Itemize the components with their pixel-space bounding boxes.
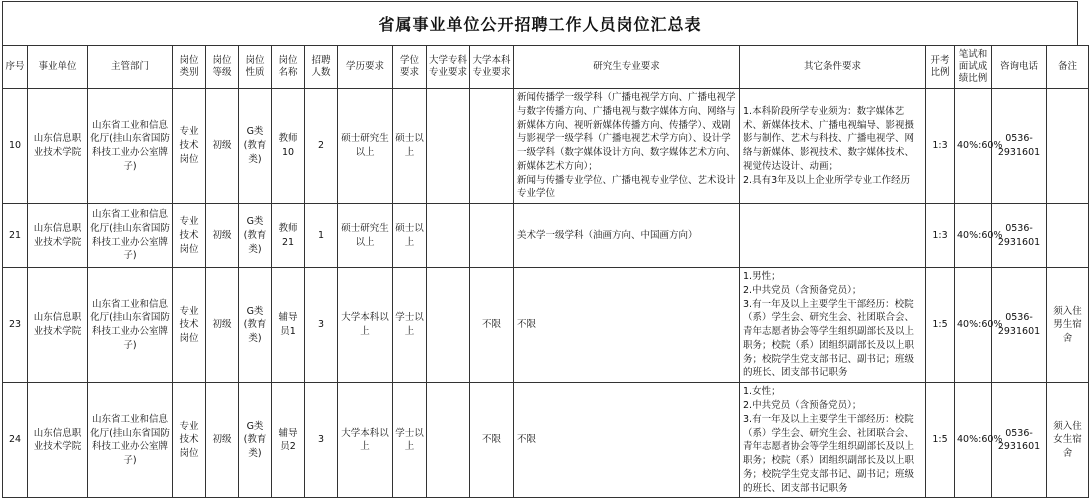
cell-college-major <box>427 383 470 498</box>
col-header-post-name: 岗位 名称 <box>272 46 305 89</box>
cell-phone: 0536-2931601 <box>992 204 1047 268</box>
table-row <box>3 383 1089 498</box>
cell-unit: 山东信息职业技术学院 <box>28 383 88 498</box>
table-row <box>3 204 1089 268</box>
cell-degree: 硕士以上 <box>393 89 427 204</box>
cell-grad-major: 不限 <box>514 268 740 383</box>
cell-degree: 硕士以上 <box>393 204 427 268</box>
cell-post-level: 初级 <box>206 204 239 268</box>
cell-unit: 山东信息职业技术学院 <box>28 268 88 383</box>
col-header-post-category: 岗位 类别 <box>173 46 206 89</box>
cell-college-major <box>427 268 470 383</box>
page-title: 省属事业单位公开招聘工作人员岗位汇总表 <box>378 15 702 34</box>
cell-post-level: 初级 <box>206 268 239 383</box>
cell-ratio: 1:5 <box>926 268 955 383</box>
cell-grad-major: 新闻传播学一级学科（广播电视学方向、广播电视学与数字传播方向、广播电视与数字媒体方向、网络与新媒体方向、视听新媒体传播方向、传播学）、戏剧与影视学一级学科（广播电视艺术学方向）、设计学一级学科（数字媒体设计方向、数字媒体艺术方向、新媒体艺术方向）； 新闻与传播专业学位、广播电视专业学位、艺术设计专业学位 <box>514 89 740 204</box>
cell-college-major <box>427 204 470 268</box>
cell-ratio: 1:3 <box>926 89 955 204</box>
cell-note <box>1047 89 1089 204</box>
col-header-note: 备注 <box>1047 46 1089 89</box>
cell-count: 3 <box>305 268 338 383</box>
cell-count: 3 <box>305 383 338 498</box>
cell-post-category: 专业技术岗位 <box>173 383 206 498</box>
cell-post-nature: G类(教育类) <box>239 383 272 498</box>
cell-dept: 山东省工业和信息化厅(挂山东省国防科技工业办公室牌子) <box>88 383 173 498</box>
cell-ratio: 1:3 <box>926 204 955 268</box>
cell-other: 1.本科阶段所学专业须为：数字媒体艺术、新媒体技术、广播电视编导、影视摄影与制作、艺术与科技、广播电视学、网络与新媒体、影视技术、数字媒体技术、视觉传达设计、动画； 2.具有3年及以上企业所学专业工作经历 <box>740 89 926 204</box>
col-header-edu: 学历要求 <box>338 46 393 89</box>
cell-undergrad-major: 不限 <box>470 268 514 383</box>
table-row <box>3 268 1089 383</box>
cell-note: 须入住男生宿舍 <box>1047 268 1089 383</box>
col-header-college-major: 大学专科 专业要求 <box>427 46 470 89</box>
cell-other <box>740 204 926 268</box>
cell-count: 1 <box>305 204 338 268</box>
cell-edu: 硕士研究生以上 <box>338 89 393 204</box>
cell-seq: 21 <box>3 204 28 268</box>
col-header-undergrad-major: 大学本科 专业要求 <box>470 46 514 89</box>
cell-degree: 学士以上 <box>393 383 427 498</box>
cell-edu: 硕士研究生以上 <box>338 204 393 268</box>
cell-post-nature: G类(教育类) <box>239 268 272 383</box>
cell-post-level: 初级 <box>206 89 239 204</box>
col-header-degree: 学位 要求 <box>393 46 427 89</box>
cell-post-category: 专业技术岗位 <box>173 204 206 268</box>
cell-dept: 山东省工业和信息化厅(挂山东省国防科技工业办公室牌子) <box>88 204 173 268</box>
cell-post-name: 辅导员2 <box>272 383 305 498</box>
cell-phone: 0536-2931601 <box>992 268 1047 383</box>
col-header-phone: 咨询电话 <box>992 46 1047 89</box>
col-header-grad-major: 研究生专业要求 <box>514 46 740 89</box>
col-header-unit: 事业单位 <box>28 46 88 89</box>
cell-phone: 0536-2931601 <box>992 89 1047 204</box>
cell-undergrad-major <box>470 204 514 268</box>
col-header-post-nature: 岗位 性质 <box>239 46 272 89</box>
cell-note <box>1047 204 1089 268</box>
cell-post-category: 专业技术岗位 <box>173 89 206 204</box>
table-title-bar <box>2 1 1078 45</box>
cell-weight: 40%:60% <box>955 89 992 204</box>
cell-other: 1.女性； 2.中共党员（含预备党员）； 3.有一年及以上主要学生干部经历：校院（系）学生会、研究生会、社团联合会、青年志愿者协会等学生组织副部长及以上职务；校院（系）团组织副部长及以上职务；校院学生党支部书记、副书记；班级的班长、团支部书记职务 <box>740 383 926 498</box>
cell-seq: 23 <box>3 268 28 383</box>
cell-unit: 山东信息职业技术学院 <box>28 204 88 268</box>
cell-edu: 大学本科以上 <box>338 383 393 498</box>
col-header-dept: 主管部门 <box>88 46 173 89</box>
cell-post-nature: G类(教育类) <box>239 204 272 268</box>
cell-other: 1.男性； 2.中共党员（含预备党员）； 3.有一年及以上主要学生干部经历：校院（系）学生会、研究生会、社团联合会、青年志愿者协会等学生组织副部长及以上职务；校院（系）团组织副部长及以上职务；校院学生党支部书记、副书记；班级的班长、团支部书记职务 <box>740 268 926 383</box>
cell-note: 须入住女生宿舍 <box>1047 383 1089 498</box>
cell-weight: 40%:60% <box>955 383 992 498</box>
col-header-ratio: 开考 比例 <box>926 46 955 89</box>
cell-unit: 山东信息职业技术学院 <box>28 89 88 204</box>
cell-post-nature: G类(教育类) <box>239 89 272 204</box>
cell-dept: 山东省工业和信息化厅(挂山东省国防科技工业办公室牌子) <box>88 268 173 383</box>
cell-post-name: 辅导员1 <box>272 268 305 383</box>
cell-dept: 山东省工业和信息化厅(挂山东省国防科技工业办公室牌子) <box>88 89 173 204</box>
positions-table <box>2 45 1089 498</box>
cell-grad-major: 美术学一级学科（油画方向、中国画方向） <box>514 204 740 268</box>
cell-post-name: 教师10 <box>272 89 305 204</box>
cell-edu: 大学本科以上 <box>338 268 393 383</box>
cell-seq: 24 <box>3 383 28 498</box>
cell-post-level: 初级 <box>206 383 239 498</box>
cell-college-major <box>427 89 470 204</box>
table-row <box>3 89 1089 204</box>
cell-undergrad-major <box>470 89 514 204</box>
col-header-weight: 笔试和 面试成 绩比例 <box>955 46 992 89</box>
col-header-count: 招聘 人数 <box>305 46 338 89</box>
cell-count: 2 <box>305 89 338 204</box>
cell-undergrad-major: 不限 <box>470 383 514 498</box>
cell-weight: 40%:60% <box>955 268 992 383</box>
cell-degree: 学士以上 <box>393 268 427 383</box>
cell-weight: 40%:60% <box>955 204 992 268</box>
col-header-post-level: 岗位 等级 <box>206 46 239 89</box>
cell-grad-major: 不限 <box>514 383 740 498</box>
recruitment-sheet <box>2 1 1082 494</box>
col-header-other: 其它条件要求 <box>740 46 926 89</box>
header-row <box>3 46 1089 89</box>
cell-seq: 10 <box>3 89 28 204</box>
col-header-seq: 序号 <box>3 46 28 89</box>
cell-post-name: 教师21 <box>272 204 305 268</box>
cell-post-category: 专业技术岗位 <box>173 268 206 383</box>
cell-phone: 0536-2931601 <box>992 383 1047 498</box>
cell-ratio: 1:5 <box>926 383 955 498</box>
